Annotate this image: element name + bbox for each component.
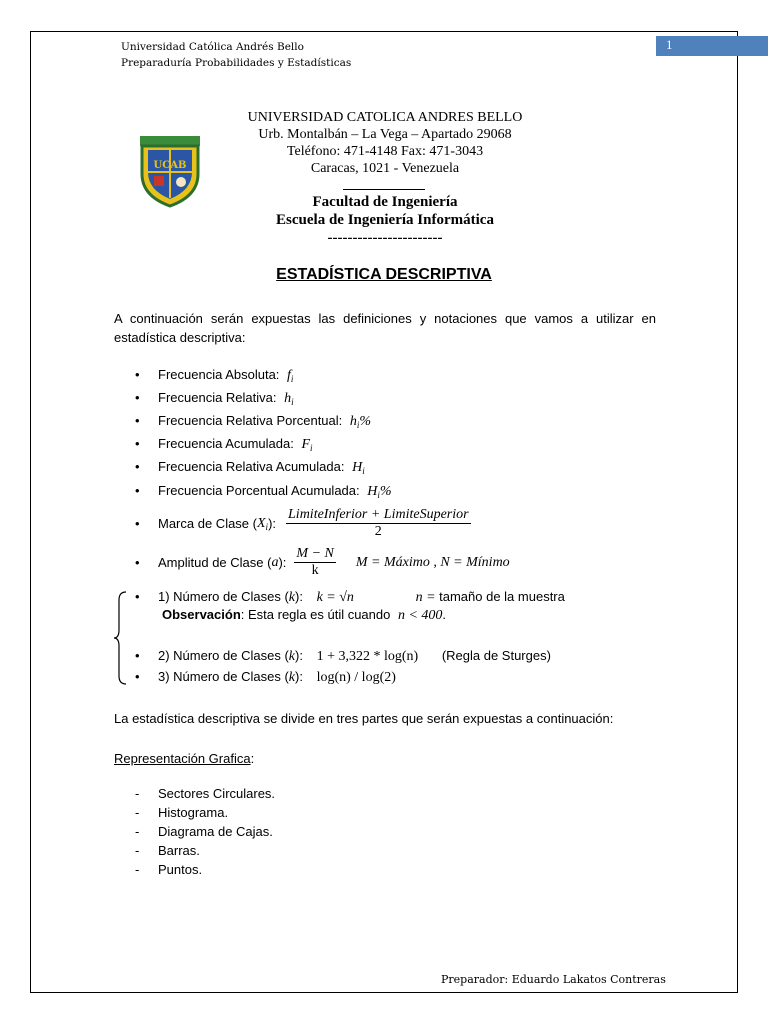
footer-preparador: Preparador: Eduardo Lakatos Contreras [441,973,666,986]
definition-sub: i [291,397,294,407]
amplitud-symbol: a [271,554,279,570]
amplitud-numerator: M − N [296,546,334,561]
bullet: • [135,413,140,428]
bullet: • [135,483,140,498]
definition-item [135,459,365,476]
clase2-symbol: k [288,649,295,664]
amplitud-label: Amplitud de Clase ( [158,555,272,570]
representacion-item [135,805,228,820]
representacion-item [135,862,202,877]
bullet: • [135,436,140,451]
clase1-label: 1) Número de Clases ( [158,589,289,604]
logo-text: UCAB [153,160,187,171]
representacion-item-label: Puntos. [158,862,203,877]
definition-label: Frecuencia Relativa Porcentual: [158,413,343,428]
marca-de-clase [135,507,471,540]
representacion-heading: Representación Grafica [114,751,251,766]
amplitud-defs: M = Máximo , N = Mínimo [355,554,510,570]
representacion-heading-line [114,749,656,768]
dash-bullet: - [135,824,140,839]
ucab-logo [140,136,204,208]
numero-clases-3 [135,669,396,686]
definition-symbol: h [284,391,292,406]
representacion-item-label: Histograma. [158,805,229,820]
running-header-line2: Preparaduría Probabilidades y Estadísticas [121,57,352,69]
intro-paragraph: A continuación serán expuestas las definiciones y notaciones que vamos a utilizar en estadística descriptiva: [114,311,656,345]
definition-label: Frecuencia Relativa: [158,390,277,405]
institution-name: UNIVERSIDAD CATOLICA ANDRES BELLO [247,110,523,125]
clase1-close: ): [295,589,303,604]
dash-bullet: - [135,862,140,877]
dash-bullet: - [135,805,140,820]
definition-suffix: % [379,484,392,499]
bullet: • [135,555,140,570]
divider-rule [343,189,425,190]
definition-sub: i [377,490,380,500]
observacion-label: Observación [162,607,241,622]
definition-symbol: H [352,460,363,475]
clase1-n: n = [415,590,436,605]
clase3-close: ): [295,669,303,684]
bullet: • [135,589,140,604]
representacion-colon: : [250,751,255,766]
marca-fraction [286,507,471,540]
definition-label: Frecuencia Absoluta: [158,367,280,382]
definition-symbol: F [301,437,311,452]
definition-symbol: h [349,414,357,429]
clase3-formula: log(n) / log(2) [316,670,396,685]
definition-sub: i [290,374,294,384]
definition-sub: i [310,443,313,453]
parts-intro: La estadística descriptiva se divide en tres partes que serán expuestas a continuación: [114,711,614,726]
observacion [162,607,446,624]
marca-label: Marca de Clase ( [158,516,257,531]
marca-numerator: LimiteInferior + LimiteSuperior [288,507,469,522]
definition-item [135,436,313,453]
representacion-item [135,824,273,839]
definition-label: Frecuencia Porcentual Acumulada: [158,483,360,498]
institution-address: Urb. Montalbán – La Vega – Apartado 29068 [258,127,512,142]
representacion-item-label: Barras. [158,843,200,858]
marca-denominator: 2 [374,524,382,539]
definition-suffix: % [359,414,372,429]
bullet: • [135,516,140,531]
marca-sub: i [265,521,269,532]
definition-item [135,390,294,407]
page-number: 1 [666,37,673,52]
representacion-item [135,843,200,858]
definition-item [135,413,371,430]
definition-item [135,367,293,384]
bullet: • [135,367,140,382]
representacion-item-label: Diagrama de Cajas. [158,824,273,839]
representacion-item [135,786,275,801]
observacion-text: : Esta regla es útil cuando [240,607,394,622]
representacion-item-label: Sectores Circulares. [158,786,276,801]
amplitud-denominator: k [311,563,319,578]
faculty: Facultad de Ingeniería [312,194,458,210]
marca-symbol: X [256,515,266,531]
observacion-math: n < 400 [397,608,443,623]
definition-sub: i [356,420,360,430]
amplitud-close: ): [278,555,287,570]
clase1-symbol: k [288,590,295,605]
dash-bullet: - [135,843,140,858]
bullet: • [135,390,140,405]
bullet: • [135,648,140,663]
definition-symbol: H [367,484,378,499]
page-number-tab [656,36,768,56]
observacion-end: . [442,607,447,622]
definition-item [135,483,392,500]
definition-symbol: f [287,368,291,383]
numero-clases-2 [135,648,551,665]
school: Escuela de Ingeniería Informática [276,212,494,228]
definition-sub: i [362,466,365,476]
bullet: • [135,669,140,684]
clase3-label: 3) Número de Clases ( [158,669,289,684]
definition-label: Frecuencia Relativa Acumulada: [158,459,345,474]
bullet: • [135,459,140,474]
clase2-formula: 1 + 3,322 * log(n) [316,649,419,664]
clase2-extra: (Regla de Sturges) [441,648,551,663]
clase2-label: 2) Número de Clases ( [158,648,289,663]
clase1-formula: k = √n [316,590,354,605]
clase1-extra: tamaño de la muestra [435,589,565,604]
page-title: ESTADÍSTICA DESCRIPTIVA [276,266,492,283]
numero-clases-1 [135,589,565,606]
brace-icon [112,590,128,686]
dashed-separator: ----------------------- [327,230,443,246]
dash-bullet: - [135,786,140,801]
clase3-symbol: k [288,670,295,685]
clase2-close: ): [295,648,303,663]
institution-phone: Teléfono: 471-4148 Fax: 471-3043 [286,144,484,159]
definition-label: Frecuencia Acumulada: [158,436,294,451]
running-header-line1: Universidad Católica Andrés Bello [121,41,304,53]
amplitud-fraction [294,546,335,579]
amplitud-de-clase [135,546,510,579]
institution-city: Caracas, 1021 - Venezuela [310,161,460,176]
marca-close: ): [268,516,277,531]
